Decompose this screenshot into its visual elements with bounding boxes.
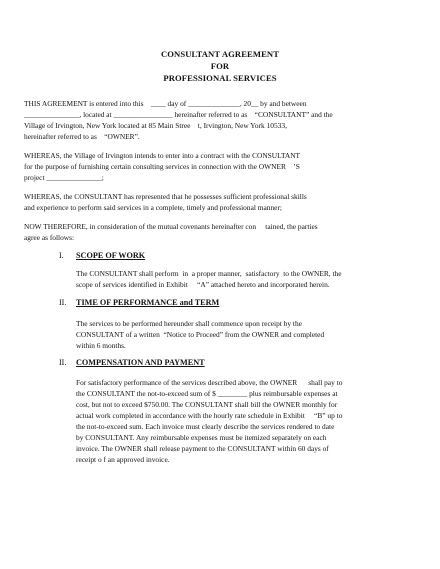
section-numeral: II.: [59, 298, 67, 307]
section-heading: SCOPE OF WORK: [76, 251, 146, 260]
section-line: within 6 months.: [76, 341, 126, 350]
whereas-line: project _______________;: [24, 173, 104, 182]
section-line: cost, but not to exceed $750.00. The CONSULTANT shall bill the OWNER monthly for: [76, 400, 338, 409]
document-title-for: FOR: [210, 61, 230, 71]
now-therefore-line: NOW THEREFORE, in consideration of the mutual covenants hereinafter con tained, the parties: [24, 222, 318, 231]
section-line: the CONSULTANT the not-to-exceed sum of $ ________ plus reimbursable expenses at: [76, 389, 338, 398]
section-heading: COMPENSATION AND PAYMENT: [76, 358, 205, 367]
section-line: For satisfactory performance of the services described above, the OWNER shall pay to: [76, 378, 343, 387]
intro-line: THIS AGREEMENT is entered into this ____ day of ______________, 20__ by and between: [24, 99, 307, 108]
section-line: scope of services identified in Exhibit “A” attached hereto and incorporated herein.: [76, 280, 330, 289]
whereas-line: WHEREAS, the Village of Irvington intends to enter into a contract with the CONSULTANT: [24, 151, 301, 160]
now-therefore-line: agree as follows:: [24, 233, 75, 242]
section-line: receipt o f an approved invoice.: [76, 455, 170, 464]
intro-line: hereinafter referred to as “OWNER”.: [24, 132, 140, 141]
document-subtitle: PROFESSIONAL SERVICES: [163, 73, 277, 83]
section-line: The services to be performed hereunder shall commence upon receipt by the: [76, 319, 302, 328]
section-heading: TIME OF PERFORMANCE and TERM: [76, 298, 220, 307]
section-line: The CONSULTANT shall perform in a proper manner, satisfactory to the OWNER, the: [76, 269, 342, 278]
section-line: the not-to-exceed sum. Each invoice must clearly describe the services rendered to date: [76, 422, 335, 431]
section-numeral: II.: [59, 358, 67, 367]
whereas-line: for the purpose of furnishing certain consulting services in connection with the OWNER ’S: [24, 162, 300, 171]
document-title: CONSULTANT AGREEMENT: [160, 49, 280, 59]
whereas-line: WHEREAS, the CONSULTANT has represented that he possesses sufficient professional skills: [24, 192, 307, 201]
section-line: by CONSULTANT. Any reimbursable expenses must be itemized separately on each: [76, 433, 327, 442]
intro-line: Village of Irvington, New York located at 85 Main Stree t, Irvington, New York 10533,: [24, 121, 287, 130]
section-line: actual work completed in accordance with the hourly rate schedule in Exhibit “B” up to: [76, 411, 343, 420]
section-numeral: I.: [59, 251, 64, 260]
intro-line: _______________, located at ________________ hereinafter referred to as “CONSULTANT” and the: [24, 110, 333, 119]
whereas-line: and experience to perform said services in a complete, timely and professional manner;: [24, 203, 282, 212]
section-line: invoice. The OWNER shall release payment to the CONSULTANT within 60 days of: [76, 444, 329, 453]
section-line: CONSULTANT of a written “Notice to Proceed” from the OWNER and completed: [76, 330, 325, 339]
